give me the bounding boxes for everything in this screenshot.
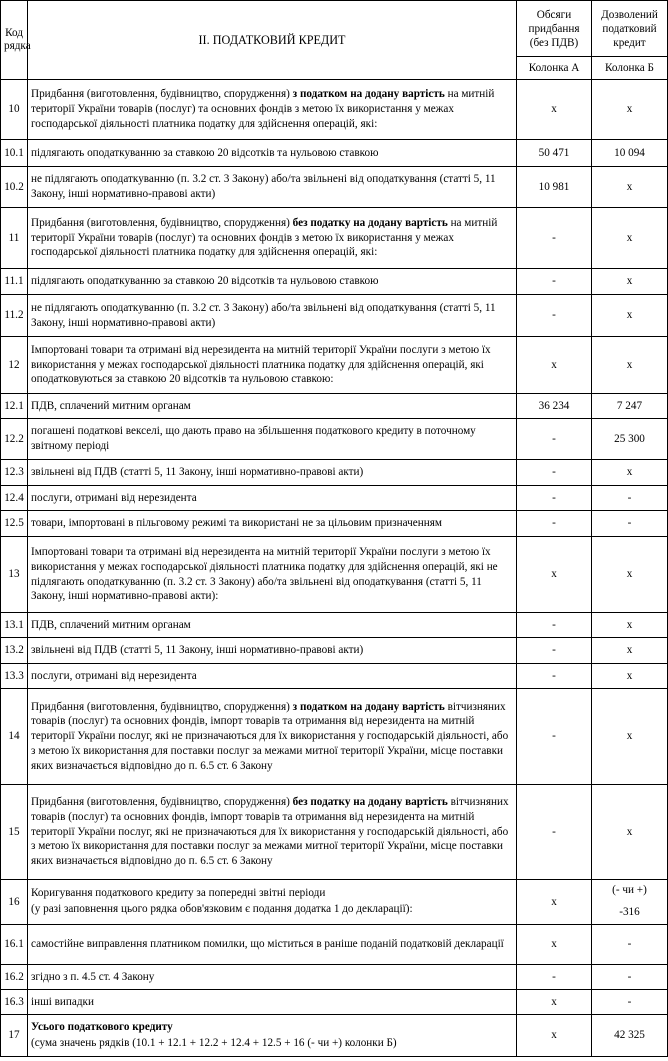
row-code: 12.4 xyxy=(1,486,28,511)
row-code: 16.1 xyxy=(1,925,28,965)
col-b-value: x xyxy=(592,638,668,664)
row-code: 13.1 xyxy=(1,613,28,638)
col-b-value: 42 325 xyxy=(592,1015,668,1057)
col-a-value: - xyxy=(517,295,592,337)
col-a-value: x xyxy=(517,1015,592,1057)
col-b-value: x xyxy=(592,689,668,785)
table-row xyxy=(1,638,668,664)
row-description: звільнені від ПДВ (статті 5, 11 Закону, інші нормативно-правові акти) xyxy=(28,638,517,664)
table-row xyxy=(1,990,668,1015)
code-header: Код рядка xyxy=(1,1,28,80)
col-a-title: Обсяги придбання (без ПДВ) xyxy=(517,1,592,57)
col-a-value: - xyxy=(517,664,592,689)
row-code: 10.1 xyxy=(1,140,28,167)
row-description: підлягають оподаткуванню за ставкою 20 відсотків та нульовою ставкою xyxy=(28,269,517,295)
row-code: 11.2 xyxy=(1,295,28,337)
row-code: 12 xyxy=(1,337,28,394)
table-row xyxy=(1,167,668,208)
table-row xyxy=(1,295,668,337)
row-code: 16 xyxy=(1,880,28,925)
table-row xyxy=(1,419,668,460)
col-a-value: - xyxy=(517,613,592,638)
row-description: ПДВ, сплачений митним органам xyxy=(28,394,517,419)
table-row xyxy=(1,337,668,394)
col-b-value: x xyxy=(592,785,668,880)
col-b-value: x xyxy=(592,460,668,486)
col-b-value: 10 094 xyxy=(592,140,668,167)
col-b-value: x xyxy=(592,208,668,269)
row-code: 17 xyxy=(1,1015,28,1057)
col-a-value: - xyxy=(517,460,592,486)
col-b-amount: -316 xyxy=(619,906,640,918)
table-row xyxy=(1,785,668,880)
col-a-value: x xyxy=(517,925,592,965)
row-description: підлягають оподаткуванню за ставкою 20 відсотків та нульовою ставкою xyxy=(28,140,517,167)
row-description: Імпортовані товари та отримані від нерезидента на митній території України послуги з метою їх використання у межах господарської діяльності платника податку для здійснення операцій, які не підлягають оподаткуванню (п. 3.2 ст. 3 Закону) або/та звільнені від оподаткування (статті 5, 11 Закону, інші нормативно-правові акти): xyxy=(28,537,517,613)
col-b-value: x xyxy=(592,613,668,638)
row-description: Придбання (виготовлення, будівництво, спорудження) з податком на додану вартість вітчизняних товарів (послуг) та основних фондів, імпорт товарів та отримання від нерезидента на митній території України послуг, які не призначаються для їх використання у господарській діяльності, або з метою їх використання для поставки послуг за межами митної території України, місце поставки яких визначається відповідно до п. 6.5 ст. 6 Закону xyxy=(28,689,517,785)
row-description: не підлягають оподаткуванню (п. 3.2 ст. 3 Закону) або/та звільнені від оподаткування (статті 5, 11 Закону, інші нормативно-правові акти) xyxy=(28,167,517,208)
row-description: погашені податкові векселі, що дають право на збільшення податкового кредиту в поточному звітному періоді xyxy=(28,419,517,460)
col-a-value: - xyxy=(517,486,592,511)
col-b-title: Дозволений податковий кредит xyxy=(592,1,668,57)
row-code: 16.2 xyxy=(1,965,28,990)
col-a-value: - xyxy=(517,689,592,785)
row-description: Придбання (виготовлення, будівництво, спорудження) без податку на додану вартість вітчизняних товарів (послуг) та основних фондів, імпорт товарів та отримання від нерезидента на митній території України послуг, які не призначаються для їх використання у господарській діяльності, або з метою їх використання для поставки послуг за межами митної території України, місце поставки яких визначається відповідно до п. 6.5 ст. 6 Закону xyxy=(28,785,517,880)
row-code: 12.2 xyxy=(1,419,28,460)
row-code: 12.1 xyxy=(1,394,28,419)
row-code: 14 xyxy=(1,689,28,785)
section-title: ІІ. ПОДАТКОВИЙ КРЕДИТ xyxy=(28,1,517,80)
col-b-value: - xyxy=(592,990,668,1015)
col-a-value: - xyxy=(517,511,592,537)
row-description: інші випадки xyxy=(28,990,517,1015)
row-code: 16.3 xyxy=(1,990,28,1015)
table-row xyxy=(1,965,668,990)
row-code: 10.2 xyxy=(1,167,28,208)
col-b-value: x xyxy=(592,537,668,613)
table-row xyxy=(1,537,668,613)
col-a-value: x xyxy=(517,880,592,925)
col-a-value: 10 981 xyxy=(517,167,592,208)
row-code: 12.5 xyxy=(1,511,28,537)
col-a-value: - xyxy=(517,208,592,269)
col-b-value: x xyxy=(592,664,668,689)
row-description: згідно з п. 4.5 ст. 4 Закону xyxy=(28,965,517,990)
col-b-value xyxy=(592,880,668,925)
col-a-value: x xyxy=(517,337,592,394)
header-row xyxy=(1,1,668,57)
row-description: ПДВ, сплачений митним органам xyxy=(28,613,517,638)
row-code: 15 xyxy=(1,785,28,880)
col-b-value: - xyxy=(592,511,668,537)
table-row xyxy=(1,208,668,269)
col-b-value: - xyxy=(592,965,668,990)
row-code: 13.3 xyxy=(1,664,28,689)
row-code: 13 xyxy=(1,537,28,613)
row-description: Коригування податкового кредиту за попередні звітні періоди (у разі заповнення цього рядка обов'язковим є подання додатка 1 до декларації): xyxy=(28,880,517,925)
sign-note: (- чи +) xyxy=(612,884,647,897)
col-b-label: Колонка Б xyxy=(592,57,668,80)
table-row xyxy=(1,460,668,486)
row-description: товари, імпортовані в пільговому режимі та використані не за цільовим призначенням xyxy=(28,511,517,537)
table-row-total xyxy=(1,1015,668,1057)
col-b-value: 7 247 xyxy=(592,394,668,419)
table-row xyxy=(1,486,668,511)
col-a-value: - xyxy=(517,785,592,880)
col-a-value: x xyxy=(517,990,592,1015)
col-a-value: - xyxy=(517,638,592,664)
col-b-value: x xyxy=(592,337,668,394)
table-row xyxy=(1,880,668,925)
col-a-value: 50 471 xyxy=(517,140,592,167)
row-code: 11.1 xyxy=(1,269,28,295)
table-row xyxy=(1,664,668,689)
col-b-value: x xyxy=(592,269,668,295)
col-a-value: - xyxy=(517,419,592,460)
table-row xyxy=(1,511,668,537)
row-code: 12.3 xyxy=(1,460,28,486)
row-description: не підлягають оподаткуванню (п. 3.2 ст. 3 Закону) або/та звільнені від оподаткування (статті 5, 11 Закону, інші нормативно-правові акти) xyxy=(28,295,517,337)
row-description: Усього податкового кредиту (сума значень рядків (10.1 + 12.1 + 12.2 + 12.4 + 12.5 + 16 (- чи +) колонки Б) xyxy=(28,1015,517,1057)
table-row xyxy=(1,689,668,785)
table-row xyxy=(1,925,668,965)
col-b-value: x xyxy=(592,167,668,208)
row-description: звільнені від ПДВ (статті 5, 11 Закону, інші нормативно-правові акти) xyxy=(28,460,517,486)
col-b-value: 25 300 xyxy=(592,419,668,460)
row-code: 10 xyxy=(1,80,28,140)
row-description: Імпортовані товари та отримані від нерезидента на митній території України послуги з метою їх використання у межах господарської діяльності платника податку для здійснення операцій, які оподатковуються за ставкою 20 відсотків та нульовою ставкою: xyxy=(28,337,517,394)
table-row xyxy=(1,140,668,167)
col-a-value: x xyxy=(517,537,592,613)
row-description: Придбання (виготовлення, будівництво, спорудження) без податку на додану вартість на митній території України товарів (послуг) та основних фондів з метою їх використання у межах господарської діяльності платника податку для здійснення операцій, які: xyxy=(28,208,517,269)
col-a-value: x xyxy=(517,80,592,140)
row-description: послуги, отримані від нерезидента xyxy=(28,664,517,689)
table-row xyxy=(1,269,668,295)
table-row xyxy=(1,613,668,638)
table-row xyxy=(1,394,668,419)
table-row xyxy=(1,80,668,140)
row-code: 13.2 xyxy=(1,638,28,664)
row-description: послуги, отримані від нерезидента xyxy=(28,486,517,511)
row-code: 11 xyxy=(1,208,28,269)
row-description: самостійне виправлення платником помилки, що міститься в раніше поданій податковій декларації xyxy=(28,925,517,965)
row-description: Придбання (виготовлення, будівництво, спорудження) з податком на додану вартість на митній території України товарів (послуг) та основних фондів з метою їх використання у межах господарської діяльності платника податку для здійснення операцій, які: xyxy=(28,80,517,140)
col-b-value: - xyxy=(592,486,668,511)
col-a-value: 36 234 xyxy=(517,394,592,419)
col-b-value: x xyxy=(592,295,668,337)
col-a-label: Колонка А xyxy=(517,57,592,80)
col-b-value: - xyxy=(592,925,668,965)
col-a-value: - xyxy=(517,269,592,295)
col-a-value: - xyxy=(517,965,592,990)
col-b-value: x xyxy=(592,80,668,140)
